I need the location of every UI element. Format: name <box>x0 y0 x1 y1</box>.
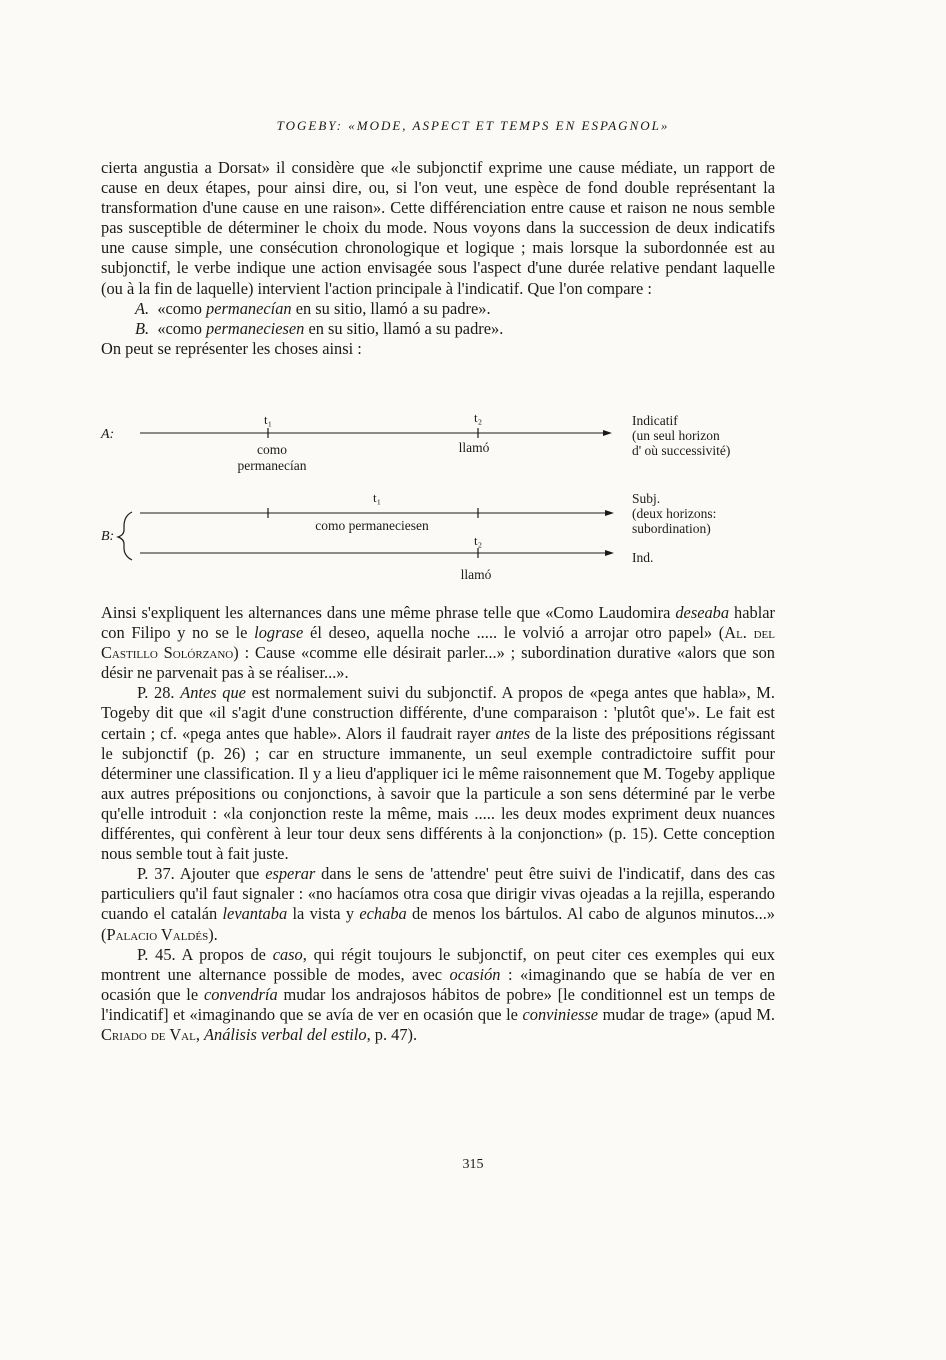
diagram-a-main-verb: llamó <box>458 440 490 455</box>
diagram-b-t1: t₁ <box>373 490 382 505</box>
diagram-b-arrowhead-subj <box>605 510 614 516</box>
example-b-post: en su sitio, llamó a su padre». <box>304 318 504 338</box>
diagram-a-label: A: <box>101 427 115 442</box>
example-a-verb: permanecían <box>206 298 292 318</box>
diagram-b-note-3: subordination) <box>632 521 711 536</box>
example-b-label: B. <box>135 318 150 338</box>
example-b <box>135 319 775 339</box>
body-text-top <box>101 158 775 359</box>
running-header: TOGEBY: «MODE, ASPECT ET TEMPS EN ESPAGNOL» <box>276 118 670 133</box>
diagram-b-label: B: <box>101 529 115 544</box>
paragraph-2: Ainsi s'expliquent les alternances dans une même phrase telle que «Como Laudomira deseaba hablar con Filipo y no se le lograse él deseo, aquella noche ..... le volvió a arrojar otro papel» (Al. del Castillo Solórzano) : Cause «comme elle désirait parler...» ; subordination durative «alors que son désir ne parvenait pas à se réaliser...». <box>101 603 775 683</box>
diagram-a-sub-como: como <box>257 442 287 457</box>
diagram-a-t2: t₂ <box>474 410 483 425</box>
example-a-post: en su sitio, llamó a su padre». <box>291 298 491 318</box>
diagram-b-sub-verb: como permaneciesen <box>315 518 429 533</box>
diagram-b-main-verb: llamó <box>460 567 492 582</box>
page-number: 315 <box>462 1157 484 1172</box>
diagram-a-t1: t₁ <box>264 412 273 427</box>
diagram-a-note-3: d' où successivité) <box>632 443 731 458</box>
diagram-intro: On peut se représenter les choses ainsi : <box>101 338 362 358</box>
example-b-verb: permaneciesen <box>206 318 305 338</box>
diagram-a-note-2: (un seul horizon <box>632 428 720 443</box>
diagram-a-arrowhead <box>603 430 612 436</box>
example-a-pre: «como <box>157 298 207 318</box>
diagram-a-note-1: Indicatif <box>632 413 678 428</box>
diagram-b-note-4: Ind. <box>632 550 654 565</box>
paragraph-3: P. 28. Antes que est normalement suivi du subjonctif. A propos de «pega antes que habla», M. Togeby dit que «il s'agit d'une construction différente, d'une comparaison : 'plutôt que'». Le fait est certain ; cf. «pega antes que hable». Alors il faudrait rayer antes de la liste des prépositions régissant le subjonctif (p. 26) ; car en structure immanente, un seul exemple contradictoire suffit pour déterminer une classification. Il y a lieu d'appliquer ici le même raisonnement que M. Togeby applique aux autres prépositions ou conjonctions, à savoir que la particule a son sens déterminé par le verbe qu'elle introduit : «la conjonction reste la même, mais ..... les deux modes expriment deux nuances différentes, qui confèrent à leur tour deux sens différents à la conjonction» (p. 15). Cette conception nous semble tout à fait juste. <box>101 683 775 864</box>
paragraph-4: P. 37. Ajouter que esperar dans le sens de 'attendre' peut être suivi de l'indicatif, dans des cas particuliers qu'il faut signaler : «no hacíamos otra cosa que dirigir vivas ojeadas a la rejilla, esperando cuando el catalán levantaba la vista y echaba de menos los bártulos. Al cabo de algunos minutos...» (Palacio Valdés). <box>101 864 776 944</box>
diagram-b-note-2: (deux horizons: <box>632 506 717 521</box>
diagram-b-note-1: Subj. <box>632 491 661 506</box>
diagram-a-sub-verb: permanecían <box>237 458 307 473</box>
diagram-b-arrowhead-ind <box>605 550 614 556</box>
paragraph-5: P. 45. A propos de caso, qui régit toujours le subjonctif, on peut citer ces exemples qui eux montrent une alternance possible de modes, avec ocasión : «imaginando que se había de ver en ocasión que le convendría mudar los andrajosos hábitos de pobre» [le conditionnel est un temps de l'indicatif] et «imaginando que se avía de ver en ocasión que le conviniesse mudar de trage» (apud M. Criado de Val, Análisis verbal del estilo, p. 47). <box>101 944 775 1044</box>
paragraph-1: cierta angustia a Dorsat» il considère que «le subjonctif exprime une cause médiate, un rapport de cause en deux étapes, pour ainsi dire, ou, si l'on veut, une espèce de fond double représentant la transformation d'une cause en une raison». Cette différenciation entre cause et raison ne nous semble pas susceptible de déterminer le choix du mode. Nous voyons dans la succession de deux indicatifs une cause simple, une consécution chronologique et logique ; mais lorsque la subordonnée est au subjonctif, le verbe indique une action envisagée sous l'aspect d'une durée relative pendant laquelle (ou à la fin de laquelle) intervient l'action principale à l'indicatif. Que l'on compare : <box>101 158 775 298</box>
diagram-b-t2: t₂ <box>474 533 483 548</box>
example-b-pre: «como <box>157 318 207 338</box>
diagram-b-brace <box>118 512 132 560</box>
example-a-label: A. <box>135 298 150 318</box>
example-a <box>135 299 775 319</box>
body-text-bottom <box>101 603 775 1045</box>
